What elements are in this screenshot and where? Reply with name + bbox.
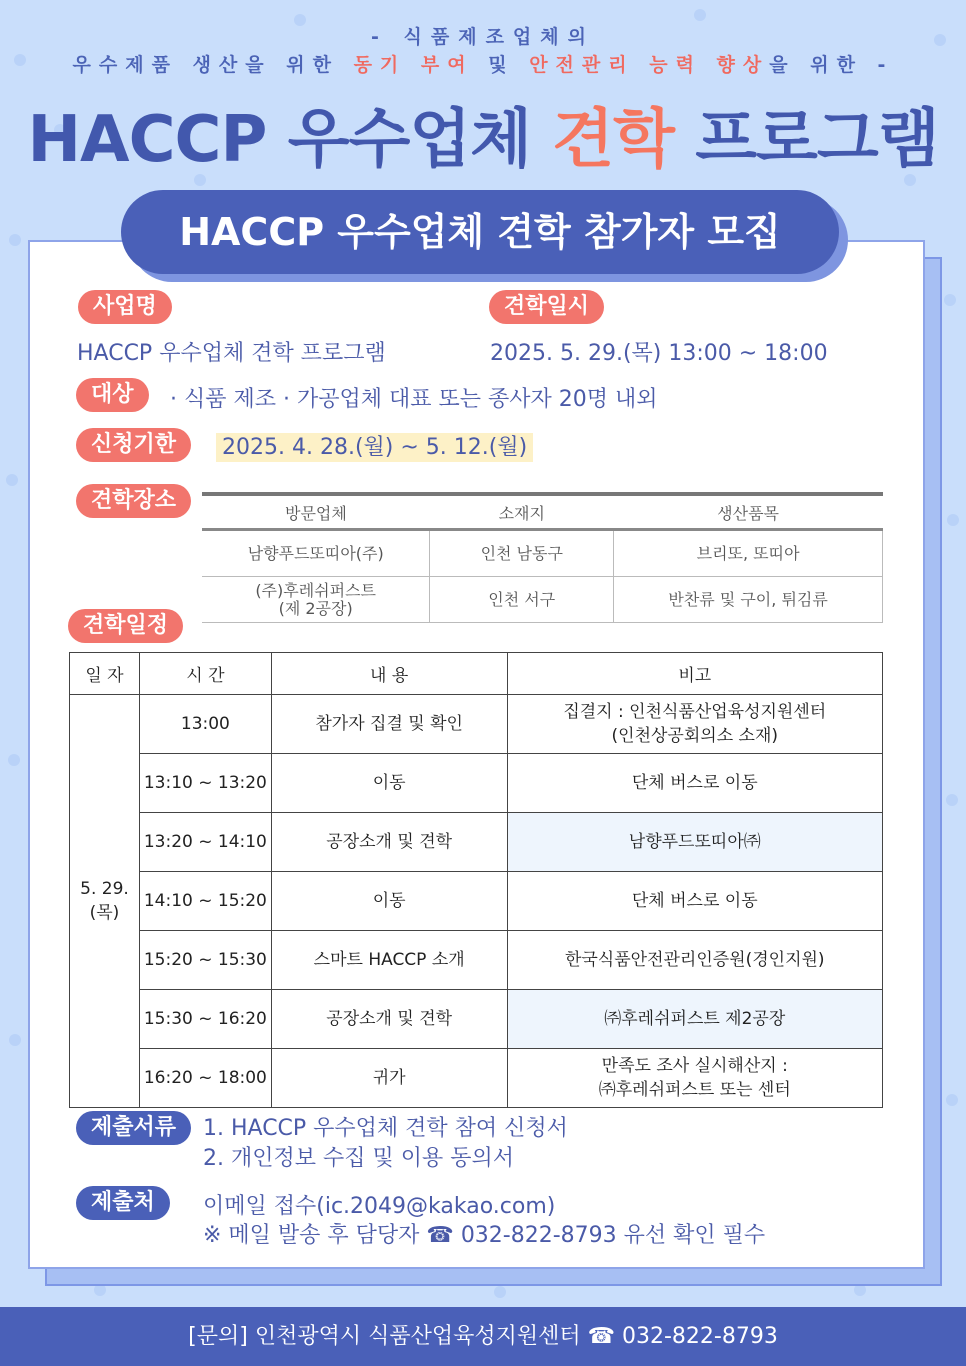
schedule-note: 집결지 : 인천식품산업육성지원센터 (인천상공회의소 소재) xyxy=(507,695,882,754)
location-company: (주)후레쉬퍼스트 (제 2공장) xyxy=(202,577,430,623)
table-row xyxy=(70,695,883,754)
target-value: · 식품 제조 · 가공업체 대표 또는 종사자 20명 내외 xyxy=(170,387,658,412)
contact-footer: [문의] 인천광역시 식품산업육성지원센터 ☎ 032-822-8793 xyxy=(0,1307,966,1366)
location-products: 반찬류 및 구이, 튀김류 xyxy=(614,577,883,623)
schedule-time: 16:20 ~ 18:00 xyxy=(139,1049,271,1108)
schedule-content: 공장소개 및 견학 xyxy=(271,813,507,872)
location-company: 남향푸드또띠아(주) xyxy=(202,530,430,577)
subtitle-line-2: 우수제품 생산을 위한 동기 부여 및 안전관리 능력 향상을 위한 - xyxy=(72,54,894,76)
schedule-date: 5. 29. (목) xyxy=(70,695,140,1108)
recruit-banner: HACCP 우수업체 견학 참가자 모집 xyxy=(121,190,839,274)
schedule-header: 비고 xyxy=(507,653,882,695)
location-header: 방문업체 xyxy=(202,494,430,530)
schedule-header: 시 간 xyxy=(139,653,271,695)
submit-email[interactable]: 이메일 접수(ic.2049@kakao.com) xyxy=(203,1194,556,1219)
schedule-table xyxy=(69,652,883,1108)
schedule-content: 이동 xyxy=(271,872,507,931)
schedule-time: 13:00 xyxy=(139,695,271,754)
schedule-note: 만족도 조사 실시해산지 : ㈜후레쉬퍼스트 또는 센터 xyxy=(507,1049,882,1108)
table-row xyxy=(202,577,883,623)
tour-date-value: 2025. 5. 29.(목) 13:00 ~ 18:00 xyxy=(490,341,828,366)
table-row xyxy=(70,813,883,872)
deadline-tag: 신청기한 xyxy=(76,428,191,462)
schedule-note: 남향푸드또띠아㈜ xyxy=(507,813,882,872)
schedule-content: 스마트 HACCP 소개 xyxy=(271,931,507,990)
location-table xyxy=(202,492,883,623)
subtitle-line-1: - 식품제조업체의 xyxy=(371,26,595,48)
schedule-time: 13:10 ~ 13:20 xyxy=(139,754,271,813)
location-header: 생산품목 xyxy=(614,494,883,530)
place-tag: 견학장소 xyxy=(76,484,191,518)
schedule-note: 단체 버스로 이동 xyxy=(507,872,882,931)
documents-item-1: 1. HACCP 우수업체 견학 참여 신청서 xyxy=(203,1116,568,1141)
schedule-note: 한국식품안전관리인증원(경인지원) xyxy=(507,931,882,990)
project-name-tag: 사업명 xyxy=(78,290,172,324)
project-name-value: HACCP 우수업체 견학 프로그램 xyxy=(77,341,386,366)
schedule-time: 13:20 ~ 14:10 xyxy=(139,813,271,872)
schedule-header: 일 자 xyxy=(70,653,140,695)
schedule-tag: 견학일정 xyxy=(68,609,183,643)
location-products: 브리또, 또띠아 xyxy=(614,530,883,577)
location-address: 인천 서구 xyxy=(430,577,614,623)
table-row xyxy=(202,530,883,577)
target-tag: 대상 xyxy=(76,378,149,412)
table-row xyxy=(70,1049,883,1108)
submit-notice: ※ 메일 발송 후 담당자 ☎ 032-822-8793 유선 확인 필수 xyxy=(203,1223,766,1248)
table-row xyxy=(70,990,883,1049)
schedule-content: 공장소개 및 견학 xyxy=(271,990,507,1049)
location-address: 인천 남동구 xyxy=(430,530,614,577)
documents-tag: 제출서류 xyxy=(76,1111,191,1145)
schedule-content: 귀가 xyxy=(271,1049,507,1108)
table-row xyxy=(70,754,883,813)
schedule-note: ㈜후레쉬퍼스트 제2공장 xyxy=(507,990,882,1049)
schedule-content: 이동 xyxy=(271,754,507,813)
tour-date-tag: 견학일시 xyxy=(489,290,604,324)
schedule-header: 내 용 xyxy=(271,653,507,695)
schedule-content: 참가자 집결 및 확인 xyxy=(271,695,507,754)
page-title: HACCP 우수업체 견학 프로그램 xyxy=(27,103,939,177)
documents-item-2: 2. 개인정보 수집 및 이용 동의서 xyxy=(203,1146,514,1171)
schedule-time: 14:10 ~ 15:20 xyxy=(139,872,271,931)
location-header: 소재지 xyxy=(430,494,614,530)
deadline-value: 2025. 4. 28.(월) ~ 5. 12.(월) xyxy=(216,430,533,461)
table-row xyxy=(70,872,883,931)
schedule-time: 15:30 ~ 16:20 xyxy=(139,990,271,1049)
table-row xyxy=(70,931,883,990)
schedule-time: 15:20 ~ 15:30 xyxy=(139,931,271,990)
schedule-note: 단체 버스로 이동 xyxy=(507,754,882,813)
submit-tag: 제출처 xyxy=(76,1186,170,1220)
